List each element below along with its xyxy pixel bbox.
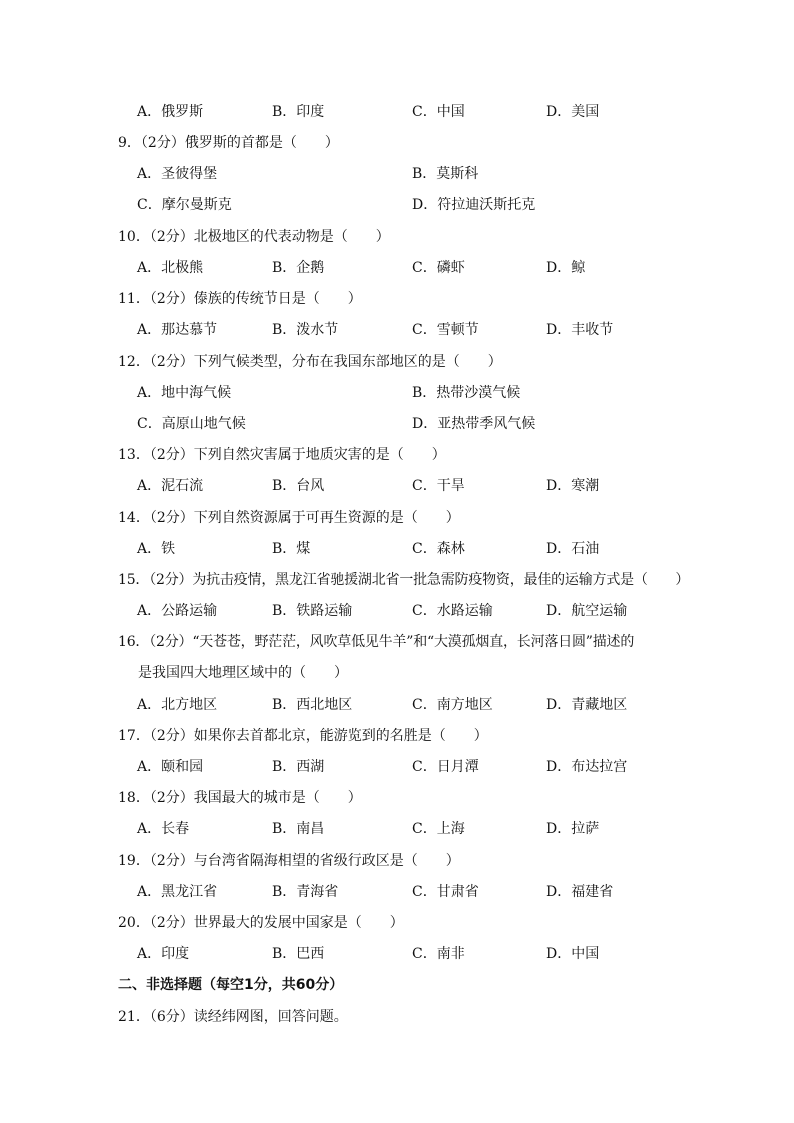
q14-option-d: D．石油 — [546, 541, 600, 557]
q14-stem: 14．（2分）下列自然资源属于可再生资源的是（ ） — [118, 510, 460, 526]
q19-option-b: B．青海省 — [272, 884, 339, 900]
q12-option-c: C．高原山地气候 — [137, 416, 246, 432]
q11-option-d: D．丰收节 — [546, 322, 614, 338]
q11-option-a: A．那达慕节 — [137, 322, 218, 338]
q15-option-d: D．航空运输 — [546, 603, 628, 619]
q15-option-c: C．水路运输 — [412, 603, 493, 619]
q15-stem: 15．（2分）为抗击疫情，黑龙江省驰援湖北省一批急需防疫物资，最佳的运输方式是（ ） — [118, 572, 690, 588]
q17-option-a: A．颐和园 — [137, 759, 204, 775]
q21-stem: 21．（6分）读经纬网图，回答问题。 — [118, 1009, 348, 1025]
q13-option-a: A．泥石流 — [137, 478, 204, 494]
q10-option-c: C．磷虾 — [412, 260, 465, 276]
q12-option-d: D．亚热带季风气候 — [412, 416, 536, 432]
q16-option-a: A．北方地区 — [137, 697, 218, 713]
q20-option-b: B．巴西 — [272, 946, 325, 962]
q8-option-d: D．美国 — [546, 104, 600, 120]
q17-option-d: D．布达拉宫 — [546, 759, 628, 775]
q19-option-a: A．黑龙江省 — [137, 884, 218, 900]
q18-option-b: B．南昌 — [272, 821, 325, 837]
q9-option-b: B．莫斯科 — [412, 166, 479, 182]
q20-option-d: D．中国 — [546, 946, 600, 962]
q10-option-b: B．企鹅 — [272, 260, 325, 276]
q16-option-c: C．南方地区 — [412, 697, 493, 713]
q20-option-c: C．南非 — [412, 946, 465, 962]
q18-stem: 18．（2分）我国最大的城市是（ ） — [118, 790, 362, 806]
q14-option-b: B．煤 — [272, 541, 311, 557]
q8-option-a: A．俄罗斯 — [137, 104, 204, 120]
q19-option-d: D．福建省 — [546, 884, 614, 900]
q19-stem: 19．（2分）与台湾省隔海相望的省级行政区是（ ） — [118, 853, 460, 869]
q9-option-c: C．摩尔曼斯克 — [137, 197, 232, 213]
q10-option-d: D．鲸 — [546, 260, 586, 276]
q11-option-c: C．雪顿节 — [412, 322, 479, 338]
q17-stem: 17．（2分）如果你去首都北京，能游览到的名胜是（ ） — [118, 728, 488, 744]
q15-option-a: A．公路运输 — [137, 603, 218, 619]
q20-option-a: A．印度 — [137, 946, 190, 962]
q12-stem: 12．（2分）下列气候类型，分布在我国东部地区的是（ ） — [118, 354, 502, 370]
q10-option-a: A．北极熊 — [137, 260, 204, 276]
q14-option-c: C．森林 — [412, 541, 465, 557]
q18-option-c: C．上海 — [412, 821, 465, 837]
q16-stem-line-2: 是我国四大地理区域中的（ ） — [138, 665, 348, 681]
q19-option-c: C．甘肃省 — [412, 884, 479, 900]
q12-option-a: A．地中海气候 — [137, 385, 232, 401]
q9-option-d: D．符拉迪沃斯托克 — [412, 197, 536, 213]
q14-option-a: A．铁 — [137, 541, 176, 557]
q16-stem-line-1: 16．（2分）“天苍苍，野茫茫，风吹草低见牛羊”和“大漠孤烟直，长河落日圆”描述的 — [118, 634, 635, 650]
q15-option-b: B．铁路运输 — [272, 603, 353, 619]
q8-option-b: B．印度 — [272, 104, 325, 120]
q18-option-d: D．拉萨 — [546, 821, 600, 837]
q8-option-c: C．中国 — [412, 104, 465, 120]
q10-stem: 10．（2分）北极地区的代表动物是（ ） — [118, 229, 390, 245]
q9-option-a: A．圣彼得堡 — [137, 166, 218, 182]
q17-option-b: B．西湖 — [272, 759, 325, 775]
q11-stem: 11．（2分）傣族的传统节日是（ ） — [118, 291, 362, 307]
q13-stem: 13．（2分）下列自然灾害属于地质灾害的是（ ） — [118, 447, 446, 463]
q17-option-c: C．日月潭 — [412, 759, 479, 775]
q16-option-b: B．西北地区 — [272, 697, 353, 713]
q20-stem: 20．（2分）世界最大的发展中国家是（ ） — [118, 915, 404, 931]
q18-option-a: A．长春 — [137, 821, 190, 837]
q16-option-d: D．青藏地区 — [546, 697, 628, 713]
q13-option-c: C．干旱 — [412, 478, 465, 494]
q9-stem: 9．（2分）俄罗斯的首都是（ ） — [118, 135, 339, 151]
q12-option-b: B．热带沙漠气候 — [412, 385, 521, 401]
q11-option-b: B．泼水节 — [272, 322, 339, 338]
section-2-heading: 二、非选择题（每空1分，共60分） — [118, 977, 344, 993]
q13-option-b: B．台风 — [272, 478, 325, 494]
q13-option-d: D．寒潮 — [546, 478, 600, 494]
